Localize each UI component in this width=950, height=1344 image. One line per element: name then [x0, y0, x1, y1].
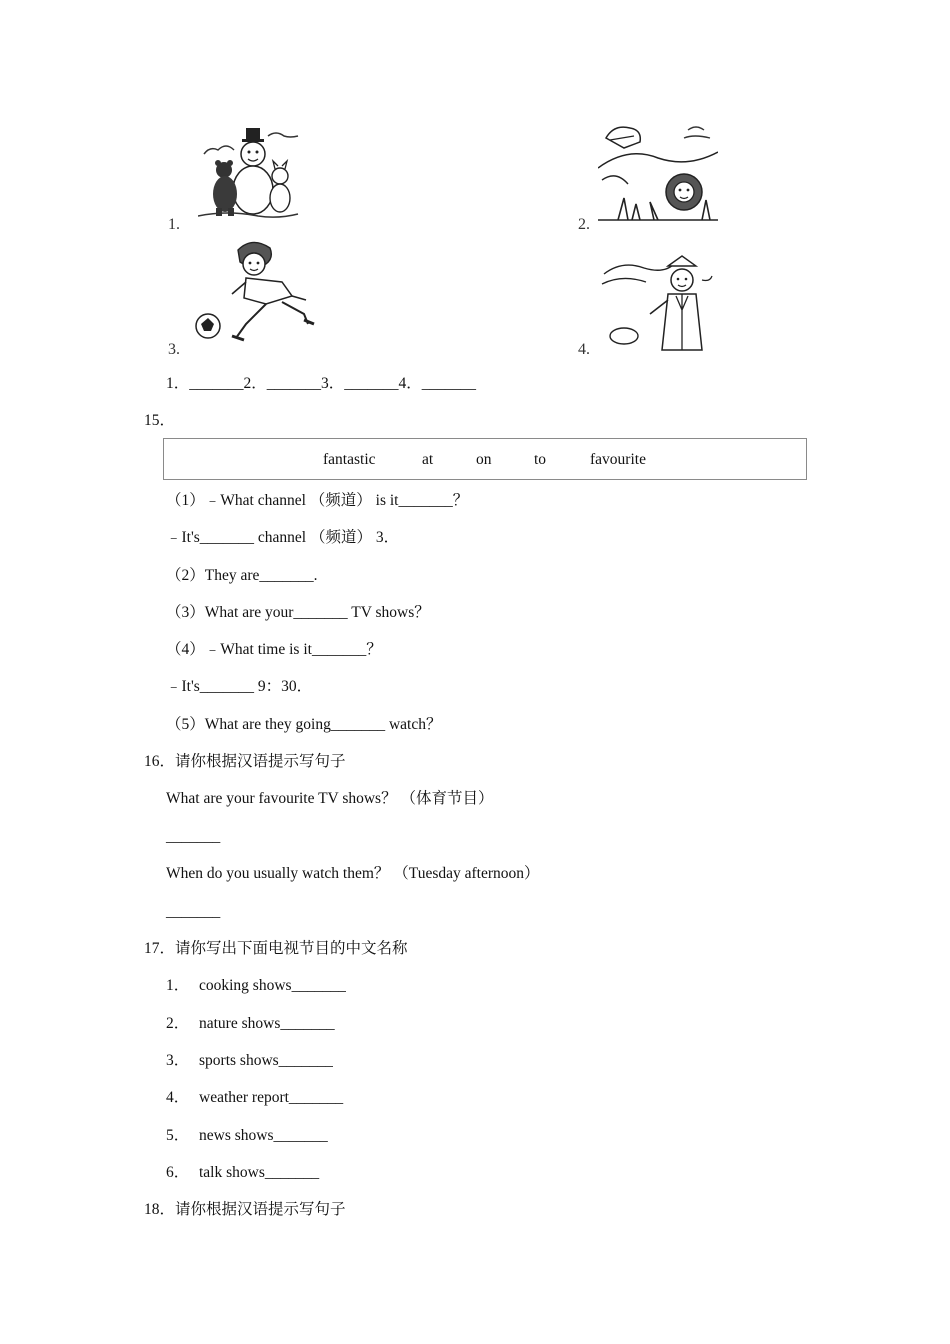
- q16-blank-2: _______: [166, 903, 221, 920]
- q16-title: 16．请你根据汉语提示写句子: [144, 753, 346, 770]
- q16-question-1: What are your favourite TV shows？ （体育节目）: [166, 790, 494, 807]
- picture-girl-football: [192, 240, 326, 348]
- q17-item-3: sports shows_______: [199, 1052, 333, 1069]
- q15-number: 15．: [144, 412, 176, 429]
- q17-item-5: news shows_______: [199, 1127, 328, 1144]
- word-fantastic: fantastic: [323, 451, 376, 468]
- word-on: on: [476, 451, 492, 468]
- q17-item-1: cooking shows_______: [199, 977, 346, 994]
- picture-man-wind: [598, 250, 716, 356]
- q17-item-4: weather report_______: [199, 1089, 344, 1106]
- picture-number-3: 3.: [168, 341, 180, 358]
- word-at: at: [422, 451, 434, 468]
- q17-item-6: talk shows_______: [199, 1164, 320, 1181]
- q17-item-3-num: 3．: [166, 1052, 190, 1069]
- q16-blank-1: _______: [166, 828, 221, 845]
- q17-title: 17．请你写出下面电视节目的中文名称: [144, 940, 408, 957]
- word-favourite: favourite: [590, 451, 646, 468]
- q15-line-2: ﹣It's_______ channel （频道） 3．: [166, 529, 400, 546]
- q15-line-1: （1）﹣What channel （频道） is it_______？: [166, 492, 469, 509]
- q17-item-2-num: 2．: [166, 1015, 190, 1032]
- word-to: to: [534, 451, 547, 468]
- q15-line-6: ﹣It's_______ 9：30．: [166, 678, 313, 695]
- q14-answer-line: 1．_______2．_______3．_______4．_______: [166, 375, 477, 392]
- q17-item-2: nature shows_______: [199, 1015, 335, 1032]
- q18-title: 18．请你根据汉语提示写句子: [144, 1201, 346, 1218]
- q15-line-5: （4）﹣What time is it_______？: [166, 641, 382, 658]
- q15-line-7: （5）What are they going_______ watch？: [166, 716, 442, 733]
- picture-number-2: 2.: [578, 216, 590, 233]
- q15-word-box: [163, 438, 807, 480]
- q17-item-1-num: 1．: [166, 977, 190, 994]
- picture-snowman: [198, 124, 302, 220]
- q15-line-3: （2）They are_______.: [166, 567, 318, 584]
- q15-line-4: （3）What are your_______ TV shows？: [166, 604, 430, 621]
- q17-item-5-num: 5．: [166, 1127, 190, 1144]
- q16-question-2: When do you usually watch them？ （Tuesday afternoon）: [166, 865, 540, 882]
- q17-item-4-num: 4．: [166, 1089, 190, 1106]
- picture-number-1: 1.: [168, 216, 180, 233]
- picture-number-4: 4.: [578, 341, 590, 358]
- picture-lion: [598, 120, 718, 224]
- q17-item-6-num: 6．: [166, 1164, 190, 1181]
